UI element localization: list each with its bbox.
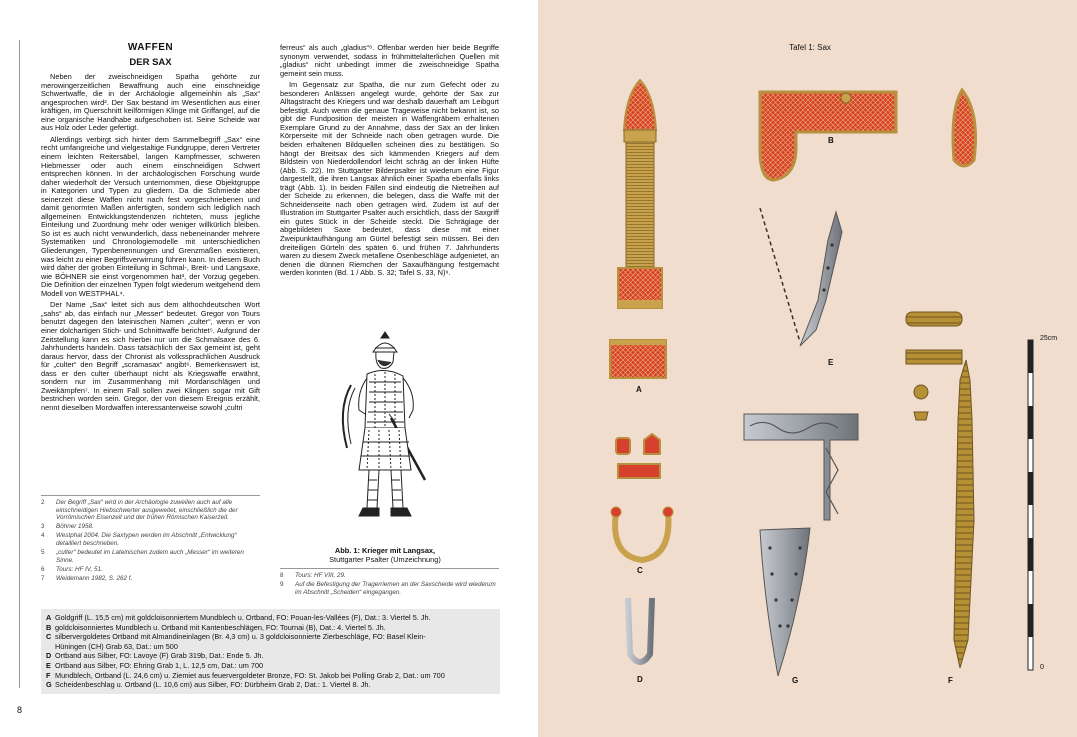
paragraph: Im Gegensatz zur Spatha, die nur zum Gefecht oder zu besonderen Anlässen angelegt wurde, gehörte der Sax zur Alltagstracht des Kriegers und war deshalb dauerhaft am Leibgurt befestigt. Auch wenn die genaue Trageweise nicht bekannt ist, so gibt die Fundposition der meisten in Waffengräbern erhaltenen Exemplare Grund zu der Annahme, dass der Sax an der linken Körperseite mit der Schneide nach oben getragen wurde. Die beiden erhaltenen Bildquellen scheinen dies zu bestätigen. So hängt der Breitsax des sich kämmenden Kriegers auf dem Bildstein von Niederdollendorf leicht schräg an der linken Hüfte (Abb. S. 22). Im Stuttgarter Bilderpsalter ist wiederum eine Figur dargestellt, die ihren Langsax ähnlich einer Spatha ebenfalls links trägt (Abb. 1). In beiden Fällen sind eindeutig die Nietreihen auf der Scheide zu erkennen, die belegen, dass die Waffe mit der Schneidenseite nach oben getragen wird. Zudem ist auf der Illustration im Stuttgarter Psalter auch ersichtlich, dass der Saxgriff ein gutes Stück in der Scheide steckt. Die Schrägiage der abgebildeten Saxe bedeutet, dass diese mit einer Zweipunktaufhängung am Gürtel befestigt sein müssen. Bei den dreiteiligen Gürteln des späten 6. und frühen 7. Jahrhunderts waren zu diesem Zweck metallene Ösenbeschläge aufgenietet, an denen die dünnen Riemchen der Saxaufhängung festgemacht werden konnten (Bd. 1 / Abb. S. 32; Tafel S. 33, N)⁹. xyxy=(280,80,499,278)
footnote: 6 Tours: HF IV, 51. xyxy=(41,565,103,573)
legend-row: A Goldgriff (L. 15,5 cm) mit goldcloisonniertem Mundblech u. Ortband, FO: Pouan-les-Vallées (F), Dat.: 3. Viertel 5. Jh. xyxy=(46,613,431,622)
footnote: 8 Tours: HF VIII, 29. xyxy=(280,572,346,579)
footnote: 5 „culter“ bedeutet im Lateinischen zudem auch „Messer“ im weiteren Sinne. xyxy=(41,549,244,564)
plate-letter-f: F xyxy=(948,676,953,685)
text-column-1 xyxy=(41,44,260,415)
figure-caption-subtitle: Stuttgarter Psalter (Umzeichnung) xyxy=(329,555,441,564)
item-e-silver-chape xyxy=(760,208,842,346)
legend-row: E Ortband aus Silber, FO: Ehring Grab 1, L. 12,5 cm, Dat.: um 700 xyxy=(46,660,264,670)
legend-row: B goldcloisonniertes Mundblech u. Ortband mit Kantenbeschlägen, FO: Tournai (B), Dat.: 4. Viertel 5. Jh. xyxy=(46,622,386,632)
scale-label-top: 25cm xyxy=(1040,335,1058,342)
warrior-illustration xyxy=(329,330,449,530)
plate-title: Tafel 1: Sax xyxy=(789,43,831,52)
legend-row: G Scheidenbeschlag u. Ortband (L. 10,6 cm) aus Silber, FO: Dürbheim Grab 2, Dat.: 1. Viertel 8. Jh. xyxy=(46,680,371,690)
plate-letter-d: D xyxy=(637,675,643,684)
plate-letter-b: B xyxy=(828,136,834,145)
footnote: 7 Weidemann 1982, S. 262 f. xyxy=(41,574,133,582)
paragraph: ferreus“ als auch „gladius“⁸. Offenbar werden hier beide Begriffe synonym verwendet, sodass in frühmittelalterlichen Quellen mit „gladius“ nicht unbedingt immer die zweischneidige Spatha gemeint sein muss. xyxy=(280,43,499,78)
footnote: 9 Auf die Befestigung der Tragerriemen an der Saxscheide wird wiederum im Abschnitt „Scheiden“ eingegangen. xyxy=(280,581,496,596)
scale-bar xyxy=(1028,340,1033,670)
footnote: 4 Westphal 2004. Die Saxtypen werden im Abschnitt „Entwicklung“ detailliert beschrieben. xyxy=(41,532,237,547)
item-f-bronze-fittings xyxy=(906,312,974,668)
legend-row: Hüningen (CH) Grab 63, Dat.: um 500 xyxy=(55,641,178,651)
item-b-mouth-band xyxy=(760,90,976,180)
plate-letter-e: E xyxy=(828,358,834,367)
paragraph: Der Name „Sax“ leitet sich aus dem althochdeutschen Wort „sahs“ ab, das einfach nur „Messer“ bedeutet. Gregor von Tours benutzt dagegen den lateinischen Namen „culter“, wenn er von einer dolchartigen Stich- und Schnittwaffe berichtet⁵. Aufgrund der Zeitstellung kann es sich hierbei nur um die Schmalsaxe des 6. Jahrhunderts handeln. Dass tatsächlich der Sax gemeint ist, geht daraus hervor, dass der Chronist als volkssprachlichen Ausdruck für „culter“ den Begriff „scramasax“ angibt⁶. Bemerkenswert ist, dass er den culter überhaupt nicht als Kriegswaffe erwähnt, sondern nur im Zusammenhang mit Mordanschlägen und Zweikämpfen⁷. In einem Fall sollen zwei Klingen sogar mit Gift bestrichen worden sein. Gregor, der von diesem Ereignis erzählt, nennt dieselben Mordwaffen interessanterweise sowohl „cultri xyxy=(41,300,260,412)
plate-legend xyxy=(41,609,500,694)
section-heading: WAFFEN xyxy=(127,42,174,53)
footnote-rule xyxy=(280,568,499,569)
scale-label-bottom: 0 xyxy=(1040,664,1044,671)
footnotes-right xyxy=(280,572,499,598)
paragraph: Neben der zweischneidigen Spatha gehörte zur merowingerzeitlichen Bewaffnung auch eine einschneidige Schwertwaffe, die in der Archäologie allgemeinhin als „Sax“ angesprochen wird². Der Sax bestand im Wesentlichen aus einer kräftigen, im Querschnitt keilförmigen Klinge mit Griffangel, auf die eine organische Handhabe aufgeschoben ist. Seine Scheide war aus Holz oder Leder gefertigt. xyxy=(41,72,260,133)
item-c-chape xyxy=(611,434,673,560)
footnote: 2 Der Begriff „Sax“ wird in der Archäologie zuweilen auch auf alle einschneidigen Hiebschwerter ausgeweitet, einschließlich die der Vorrömischen Eisenzeit und der frühen Römischen Kaiserzeit. xyxy=(41,499,238,522)
footnote-rule xyxy=(41,495,260,496)
paragraph: Allerdings verbirgt sich hinter dem Sammelbegriff „Sax“ eine recht umfangreiche und vielgestaltige Fundgruppe, deren Vertreter einem leichten Reitersäbel, langen Kampfmesser, schweren Hiebmesser oder auch einem einschneidigen Schwert entsprechen können. In der archäologischen Forschung wurde daher wiederholt der Versuch unternommen, diese Objektgruppe in Kategorien und Typen zu gliedern. Da die Schmiede aber seinerzeit diese Waffen nicht nach fest vorgeschriebenen und damit genormten Maßen anfertigten, sondern sich lediglich nach allgemeinen Entwicklungstendenzen richteten, muss jegliche Einteilung und Zuordnung mehr oder weniger willkürlich bleiben. So ist es auch nicht verwunderlich, dass nebeneinander mehrere Systematiken und Chronologiemodelle mit unterschiedlichen Gliederungen, Typenbenennungen und Grenzmaßen existieren, was leicht zu einer Begriffsverwirrung führen kann. In diesem Buch wird daher der groben Einteilung in Schmal-, Breit- und Langsaxe, wie BÖHNER sie einst vorgenommen hat³, der Vorzug gegeben. Die Definition der einzelnen Typen folgt wiederum weitgehend dem Modell von WESTPHAL⁴. xyxy=(41,134,260,298)
margin-rule xyxy=(19,40,20,688)
plate-letter-c: C xyxy=(637,566,643,575)
plate-letter-g: G xyxy=(792,676,799,685)
footnote: 3 Böhner 1958. xyxy=(41,523,94,531)
item-g-scabbard xyxy=(744,414,858,676)
item-a-gold-grip xyxy=(610,80,666,378)
page-number: 8 xyxy=(17,705,23,715)
legend-row: F Mundblech, Ortband (L. 24,6 cm) u. Ziemiet aus feuervergoldeter Bronze, FO: St. Jakob bei Polling Grab 2, Dat.: um 700 xyxy=(46,670,445,680)
item-d-silver-chape xyxy=(628,598,652,662)
legend-row: C silbervergoldetes Ortband mit Almandineinlagen (Br. 4,3 cm) u. 3 goldcloisonnierte Zierbeschläge, FO: Basel Klein- xyxy=(46,632,426,642)
text-column-2 xyxy=(280,44,499,281)
left-page xyxy=(0,0,538,737)
footnotes-left xyxy=(41,499,260,584)
figure-caption-title: Abb. 1: Krieger mit Langsax, xyxy=(334,546,436,555)
plate-illustration xyxy=(538,0,1077,737)
figure-caption xyxy=(290,546,480,564)
plate-letter-a: A xyxy=(636,385,642,394)
legend-row: D Ortband aus Silber, FO: Lavoye (F) Grab 319b, Dat.: Ende 5. Jh. xyxy=(46,651,264,661)
section-subheading: DER SAX xyxy=(129,56,172,68)
